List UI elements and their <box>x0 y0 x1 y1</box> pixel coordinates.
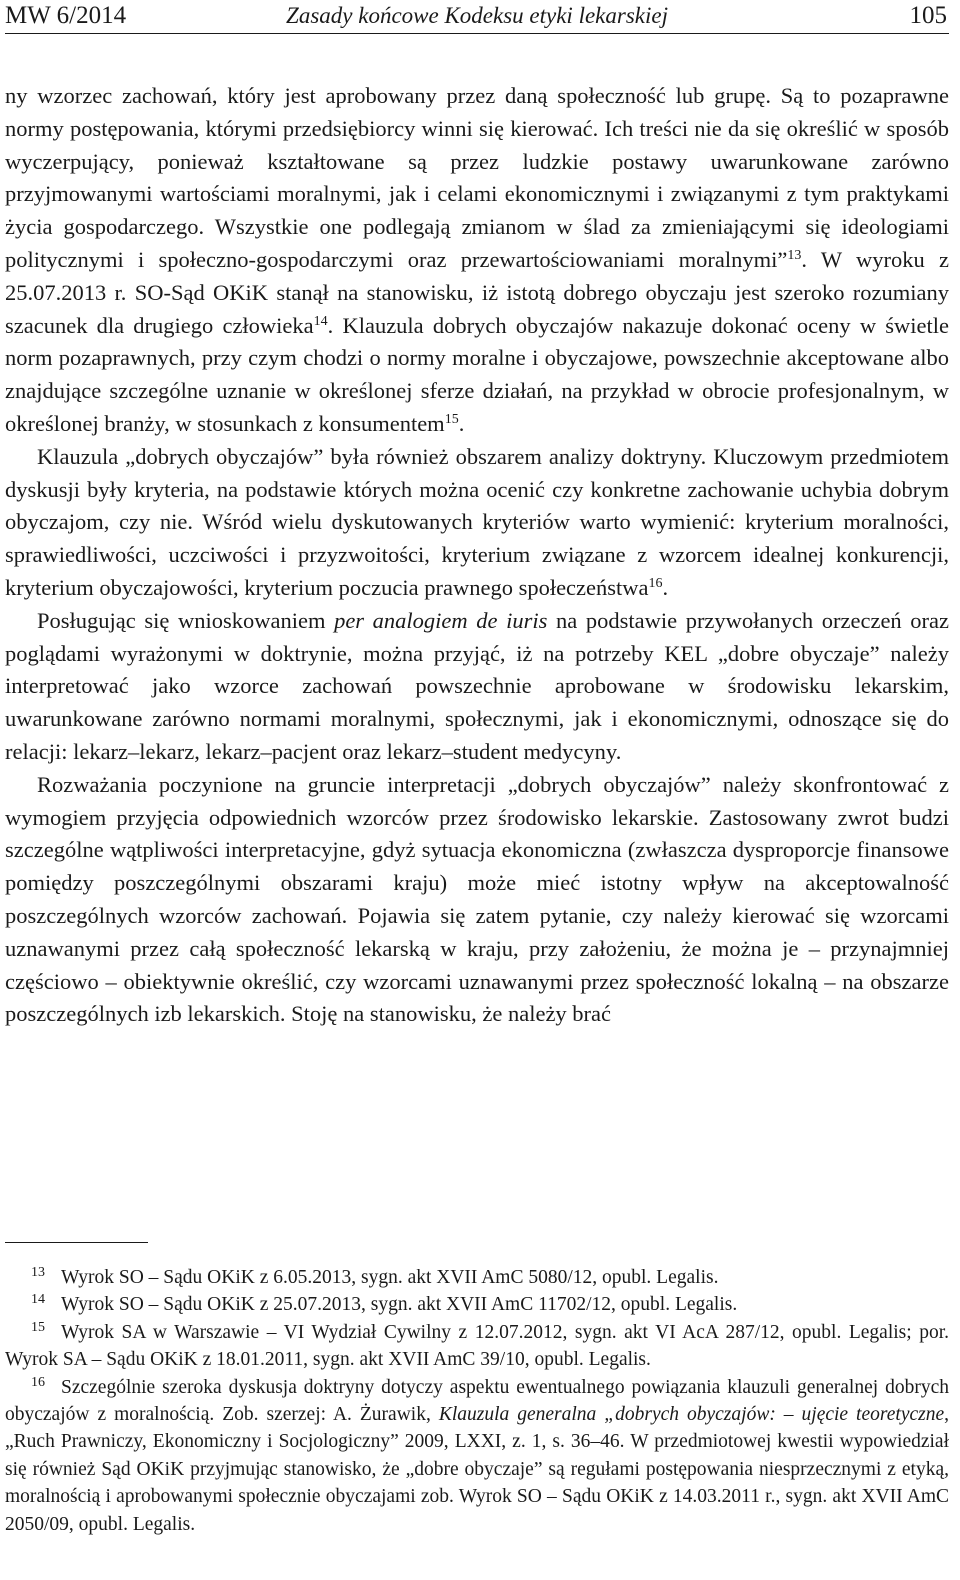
footnote-ref-13[interactable]: 13 <box>787 247 802 263</box>
paragraph-text: na podstawie przywołanych orzeczeń oraz poglądami wyrażonymi w doktrynie, można przyjąć, iż na potrzeby KEL „dobre obyczaje” należy interpretować jako wzorce zachowań powszechnie aprobowane w środowisku lekarskim, uwarunkowane zarówno normami moralnymi, społecznymi, jak i ekonomicznymi, odnoszące się do relacji: lekarz–lekarz, lekarz–pacjent oraz lekarz–student medycyny. <box>5 607 950 764</box>
page-number: 105 <box>909 2 947 29</box>
running-title: Zasady końcowe Kodeksu etyki lekarskiej <box>286 3 668 28</box>
main-text <box>5 80 949 1031</box>
footnote-text: Wyrok SO – Sądu OKiK z 6.05.2013, sygn. akt XVII AmC 5080/12, opubl. Legalis. <box>61 1267 719 1288</box>
paragraph-text: . W wyroku z 25.07.2013 r. SO-Sąd OKiK stanął na stanowisku, iż istotą dobrego obyczaju jest szeroko rozumiany szacunek dla drugiego człowieka <box>5 246 949 338</box>
footnote-14: 14 Wyrok SO – Sądu OKiK z 25.07.2013, sygn. akt XVII AmC 11702/12, opubl. Legalis. <box>31 1292 738 1316</box>
paragraph-1 <box>5 80 949 441</box>
running-header <box>5 0 949 34</box>
footnote-16: 16 Szczególnie szeroka dyskusja doktryny dotyczy aspektu ewentualnego powiązania klauzuli generalnej dobrych obyczajów z moralnością. Zob. szerzej: A. Żurawik, Klauzula generalna „dobrych obyczajów: – ujęcie teoretyczne, „Ruch Prawniczy, Ekonomiczny i Socjologiczny” 2009, LXXI, z. 1, s. 36–46. W przedmiotowej kwestii wypowiedział się również Sąd OKiK przyjmując stanowisko, że „dobre obyczaje” są regułami postępowania niesprzecznymi z etyką, moralnością i aprobowanymi społecznie obyczajami zob. Wyrok SO – Sądu OKiK z 14.03.2011 r., sygn. akt XVII AmC 2050/09, opubl. Legalis. <box>5 1374 950 1535</box>
paragraph-text: . Klauzula dobrych obyczajów nakazuje dokonać oceny w świetle norm pozaprawnych, przy czym chodzi o normy moralne i obyczajowe, powszechnie akceptowane albo znajdujące szczególne uznanie w określonej sferze działań, na przykład w obrocie profesjonalnym, w określonej branży, w stosunkach z konsumentem <box>5 312 949 436</box>
paragraph-text: Klauzula „dobrych obyczajów” była również obszarem analizy doktryny. Kluczowym przedmiotem dyskusji były kryteria, na podstawie których można ocenić czy konkretne zachowanie uchybia dobrym obyczajom, czy nie. Wśród wielu dyskutowanych kryteriów warto wymienić: kryterium moralności, sprawiedliwości, uczciwości i przyzwoitości, kryterium związane z wzorcem idealnej konkurencji, kryterium obyczajowości, kryterium poczucia prawnego społeczeństwa <box>5 443 949 600</box>
paragraph-text: Rozważania poczynione na gruncie interpretacji „dobrych obyczajów” należy skonfrontować z wymogiem przyjęcia odpowiednich wzorców przez środowisko lekarskie. Zastosowany zwrot budzi szczególne wątpliwości interpretacyjne, gdyż sytuacja ekonomiczna (zwłaszcza dysproporcje finansowe pomiędzy poszczególnymi obszarami kraju) może mieć istotny wpływ na akceptowalność poszczególnych wzorców zachowań. Pojawia się zatem pytanie, czy należy kierować się wzorcami uznawanymi przez całą społeczność lekarską w kraju, przy założeniu, że można je – przynajmniej częściowo – obiektywnie określić, czy wzorcami uznawanymi przez społeczność lokalną – na obszarze poszczególnych izb lekarskich. Stoję na stanowisku, że należy brać <box>5 771 949 1027</box>
footnote-text: , „Ruch Prawniczy, Ekonomiczny i Socjologiczny” 2009, LXXI, z. 1, s. 36–46. W przedmiotowej kwestii wypowiedział się również Sąd OKiK przyjmując stanowisko, że „dobre obyczaje” są regułami postępowania niesprzecznymi z etyką, moralnością i aprobowanymi społecznie obyczajami zob. Wyrok SO – Sądu OKiK z 14.03.2011 r., sygn. akt XVII AmC 2050/09, opubl. Legalis. <box>5 1404 950 1535</box>
paragraph-text: Posługując się wnioskowaniem <box>37 607 335 633</box>
paragraph-text: ny wzorzec zachowań, który jest aprobowany przez daną społeczność lub grupę. Są to pozaprawne normy postępowania, którymi przedsiębiorcy winni się kierować. Ich treści nie da się określić w sposób wyczerpujący, ponieważ kształtowane są przez ludzkie postawy uwarunkowane zarówno przyjmowanymi wartościami moralnymi, jak i celami ekonomicznymi i związanymi z tym praktykami życia gospodarczego. Wszystkie one podlegają zmianom w ślad za zmieniającymi się ideologiami politycznymi i społeczno-gospodarczymi oraz przewartościowaniami moralnymi” <box>5 83 949 272</box>
paragraph-3 <box>5 605 949 769</box>
paragraph-4 <box>5 769 949 1031</box>
footnote-ref-15[interactable]: 15 <box>444 411 459 427</box>
paragraph-2 <box>5 441 949 605</box>
cited-title: Klauzula generalna „dobrych obyczajów: – ujęcie teoretyczne <box>438 1404 945 1426</box>
footnote-ref-14[interactable]: 14 <box>313 313 328 329</box>
footnote-text: Szczególnie szeroka dyskusja doktryny dotyczy aspektu ewentualnego powiązania klauzuli generalnej dobrych obyczajów z moralnością. Zob. szerzej: A. Żurawik, <box>5 1376 949 1426</box>
footnote-text: Wyrok SA w Warszawie – VI Wydział Cywilny z 12.07.2012, sygn. akt VI AcA 287/12, opubl. Legalis; por. Wyrok SA – Sądu OKiK z 18.01.2011, sygn. akt XVII AmC 39/10, opubl. Legalis. <box>5 1321 949 1371</box>
footnote-15: 15 Wyrok SA w Warszawie – VI Wydział Cywilny z 12.07.2012, sygn. akt VI AcA 287/12, opubl. Legalis; por. Wyrok SA – Sądu OKiK z 18.01.2011, sygn. akt XVII AmC 39/10, opubl. Legalis. <box>5 1319 949 1371</box>
footnote-text: Wyrok SO – Sądu OKiK z 25.07.2013, sygn. akt XVII AmC 11702/12, opubl. Legalis. <box>61 1294 738 1316</box>
paragraph-text: . <box>662 574 669 600</box>
footnote-13: 13 Wyrok SO – Sądu OKiK z 6.05.2013, sygn. akt XVII AmC 5080/12, opubl. Legalis. <box>31 1265 719 1288</box>
footnote-separator <box>5 1242 148 1243</box>
paragraph-text: . <box>458 410 465 436</box>
latin-phrase: per analogiem de iuris <box>334 607 548 633</box>
footnotes <box>5 1264 949 1538</box>
footnote-ref-16[interactable]: 16 <box>648 575 663 591</box>
journal-issue: MW 6/2014 <box>5 2 127 29</box>
